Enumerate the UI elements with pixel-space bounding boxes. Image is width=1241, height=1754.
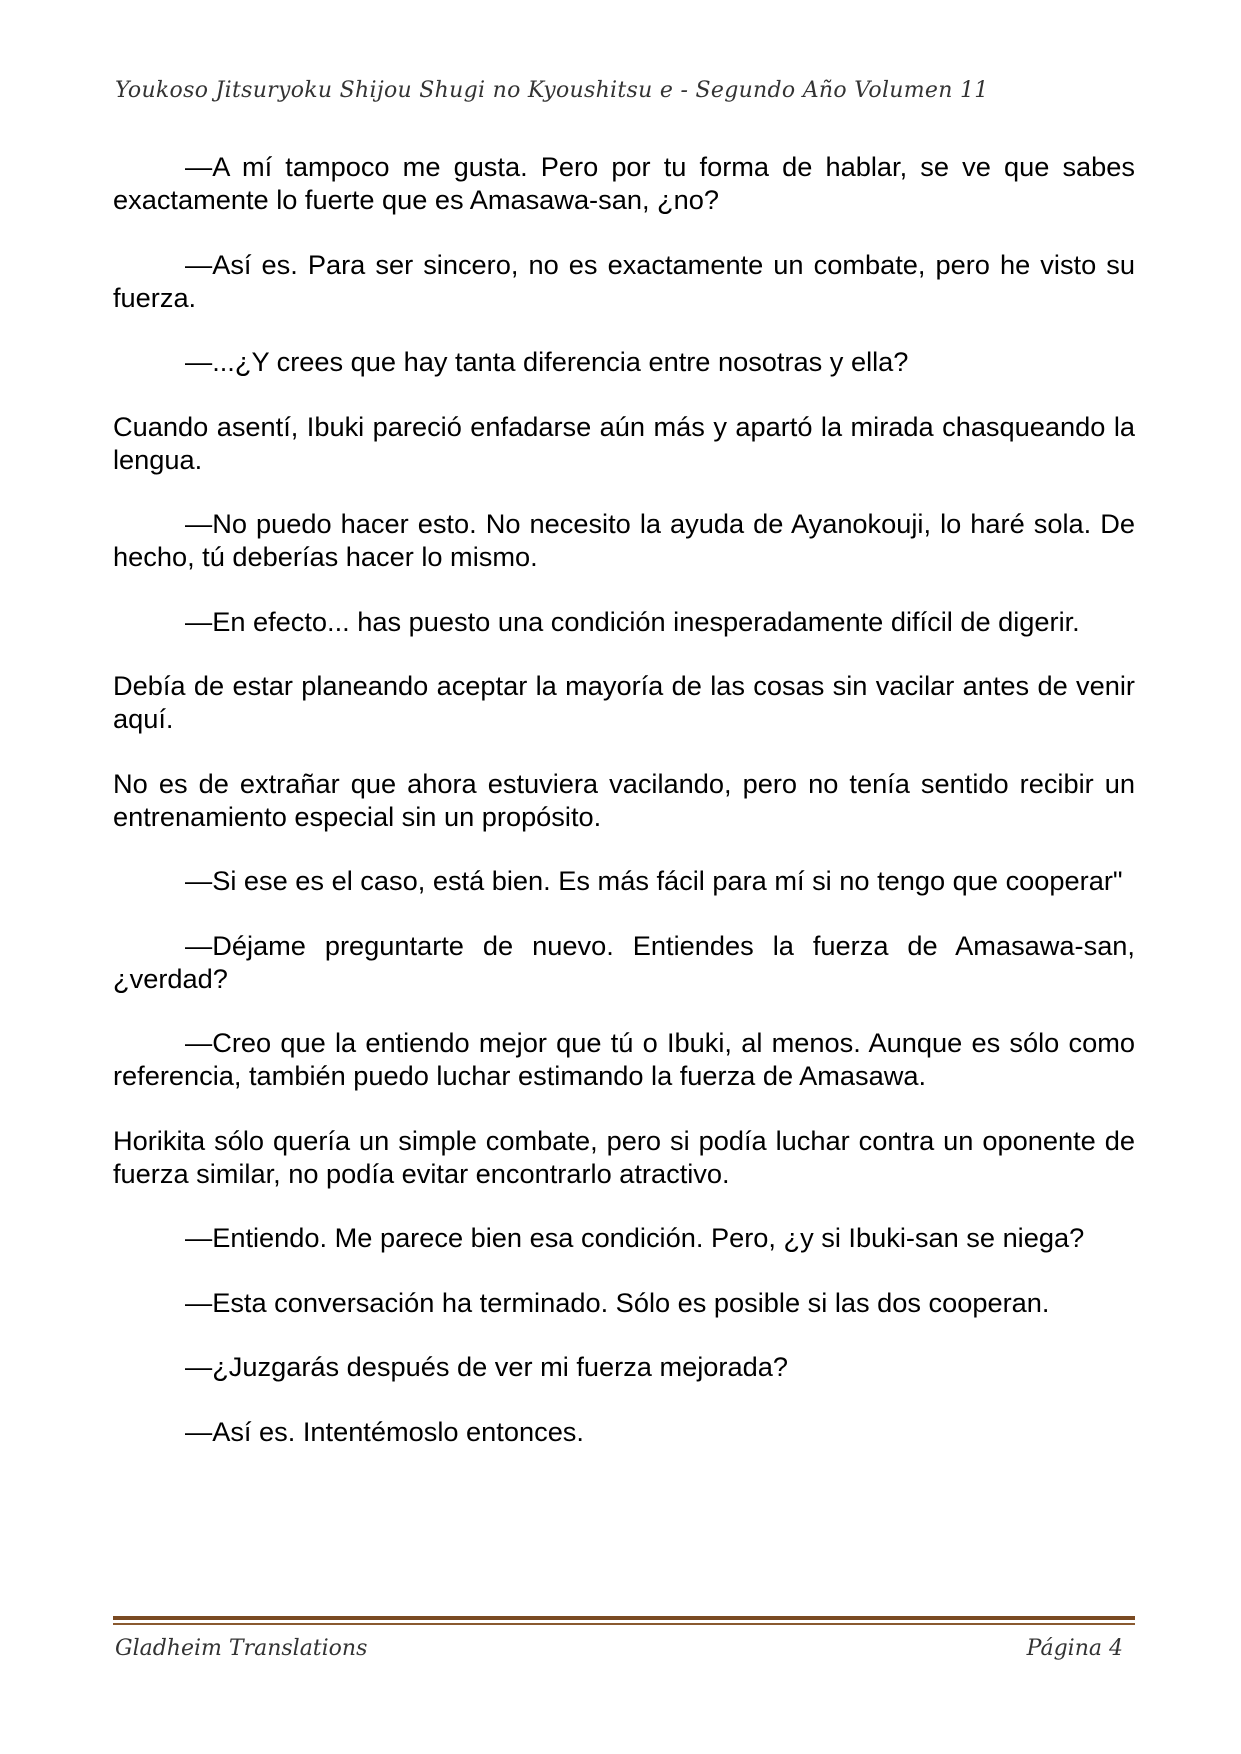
paragraph-13: —Entiendo. Me parece bien esa condición. Pero, ¿y si Ibuki-san se niega? — [185, 1222, 1085, 1253]
footer-divider-thin — [113, 1623, 1135, 1625]
paragraph-12: Horikita sólo quería un simple combate, pero si podía luchar contra un oponente de fuerza similar, no podía evitar encontrarlo atractivo. — [113, 1124, 1135, 1189]
paragraph-11: —Creo que la entiendo mejor que tú o Ibuki, al menos. Aunque es sólo como referencia, también puedo luchar estimando la fuerza de Amasawa. — [113, 1027, 1135, 1091]
paragraph-2: —Así es. Para ser sincero, no es exactamente un combate, pero he visto su fuerza. — [113, 248, 1135, 313]
paragraph-9: —Si ese es el caso, está bien. Es más fácil para mí si no tengo que cooperar" — [185, 865, 1123, 896]
footer-divider-thick — [113, 1616, 1135, 1620]
paragraph-7: Debía de estar planeando aceptar la mayoría de las cosas sin vacilar antes de venir aquí. — [113, 670, 1135, 734]
page-header-title: Youkoso Jitsuryoku Shijou Shugi no Kyoushitsu e - Segundo Año Volumen 11 — [115, 78, 989, 103]
footer-page-number: Página 4 — [1026, 1636, 1123, 1661]
paragraph-5: —No puedo hacer esto. No necesito la ayuda de Ayanokouji, lo haré sola. De hecho, tú deberías hacer lo mismo. — [113, 508, 1135, 572]
paragraph-4: Cuando asentí, Ibuki pareció enfadarse aún más y apartó la mirada chasqueando la lengua. — [113, 410, 1135, 475]
paragraph-8: No es de extrañar que ahora estuviera vacilando, pero no tenía sentido recibir un entrenamiento especial sin un propósito. — [113, 767, 1135, 832]
paragraph-6: —En efecto... has puesto una condición inesperadamente difícil de digerir. — [185, 605, 1080, 637]
paragraph-16: —Así es. Intentémoslo entonces. — [185, 1415, 584, 1447]
page-body — [113, 150, 1135, 1479]
footer-translator: Gladheim Translations — [115, 1636, 368, 1661]
paragraph-1: —A mí tampoco me gusta. Pero por tu forma de hablar, se ve que sabes exactamente lo fuerte que es Amasawa-san, ¿no? — [113, 151, 1135, 215]
paragraph-14: —Esta conversación ha terminado. Sólo es posible si las dos cooperan. — [185, 1286, 1050, 1318]
paragraph-3: —...¿Y crees que hay tanta diferencia entre nosotras y ella? — [185, 346, 909, 377]
paragraph-10: —Déjame preguntarte de nuevo. Entiendes la fuerza de Amasawa-san, ¿verdad? — [113, 929, 1135, 994]
paragraph-15: —¿Juzgarás después de ver mi fuerza mejorada? — [185, 1351, 788, 1382]
